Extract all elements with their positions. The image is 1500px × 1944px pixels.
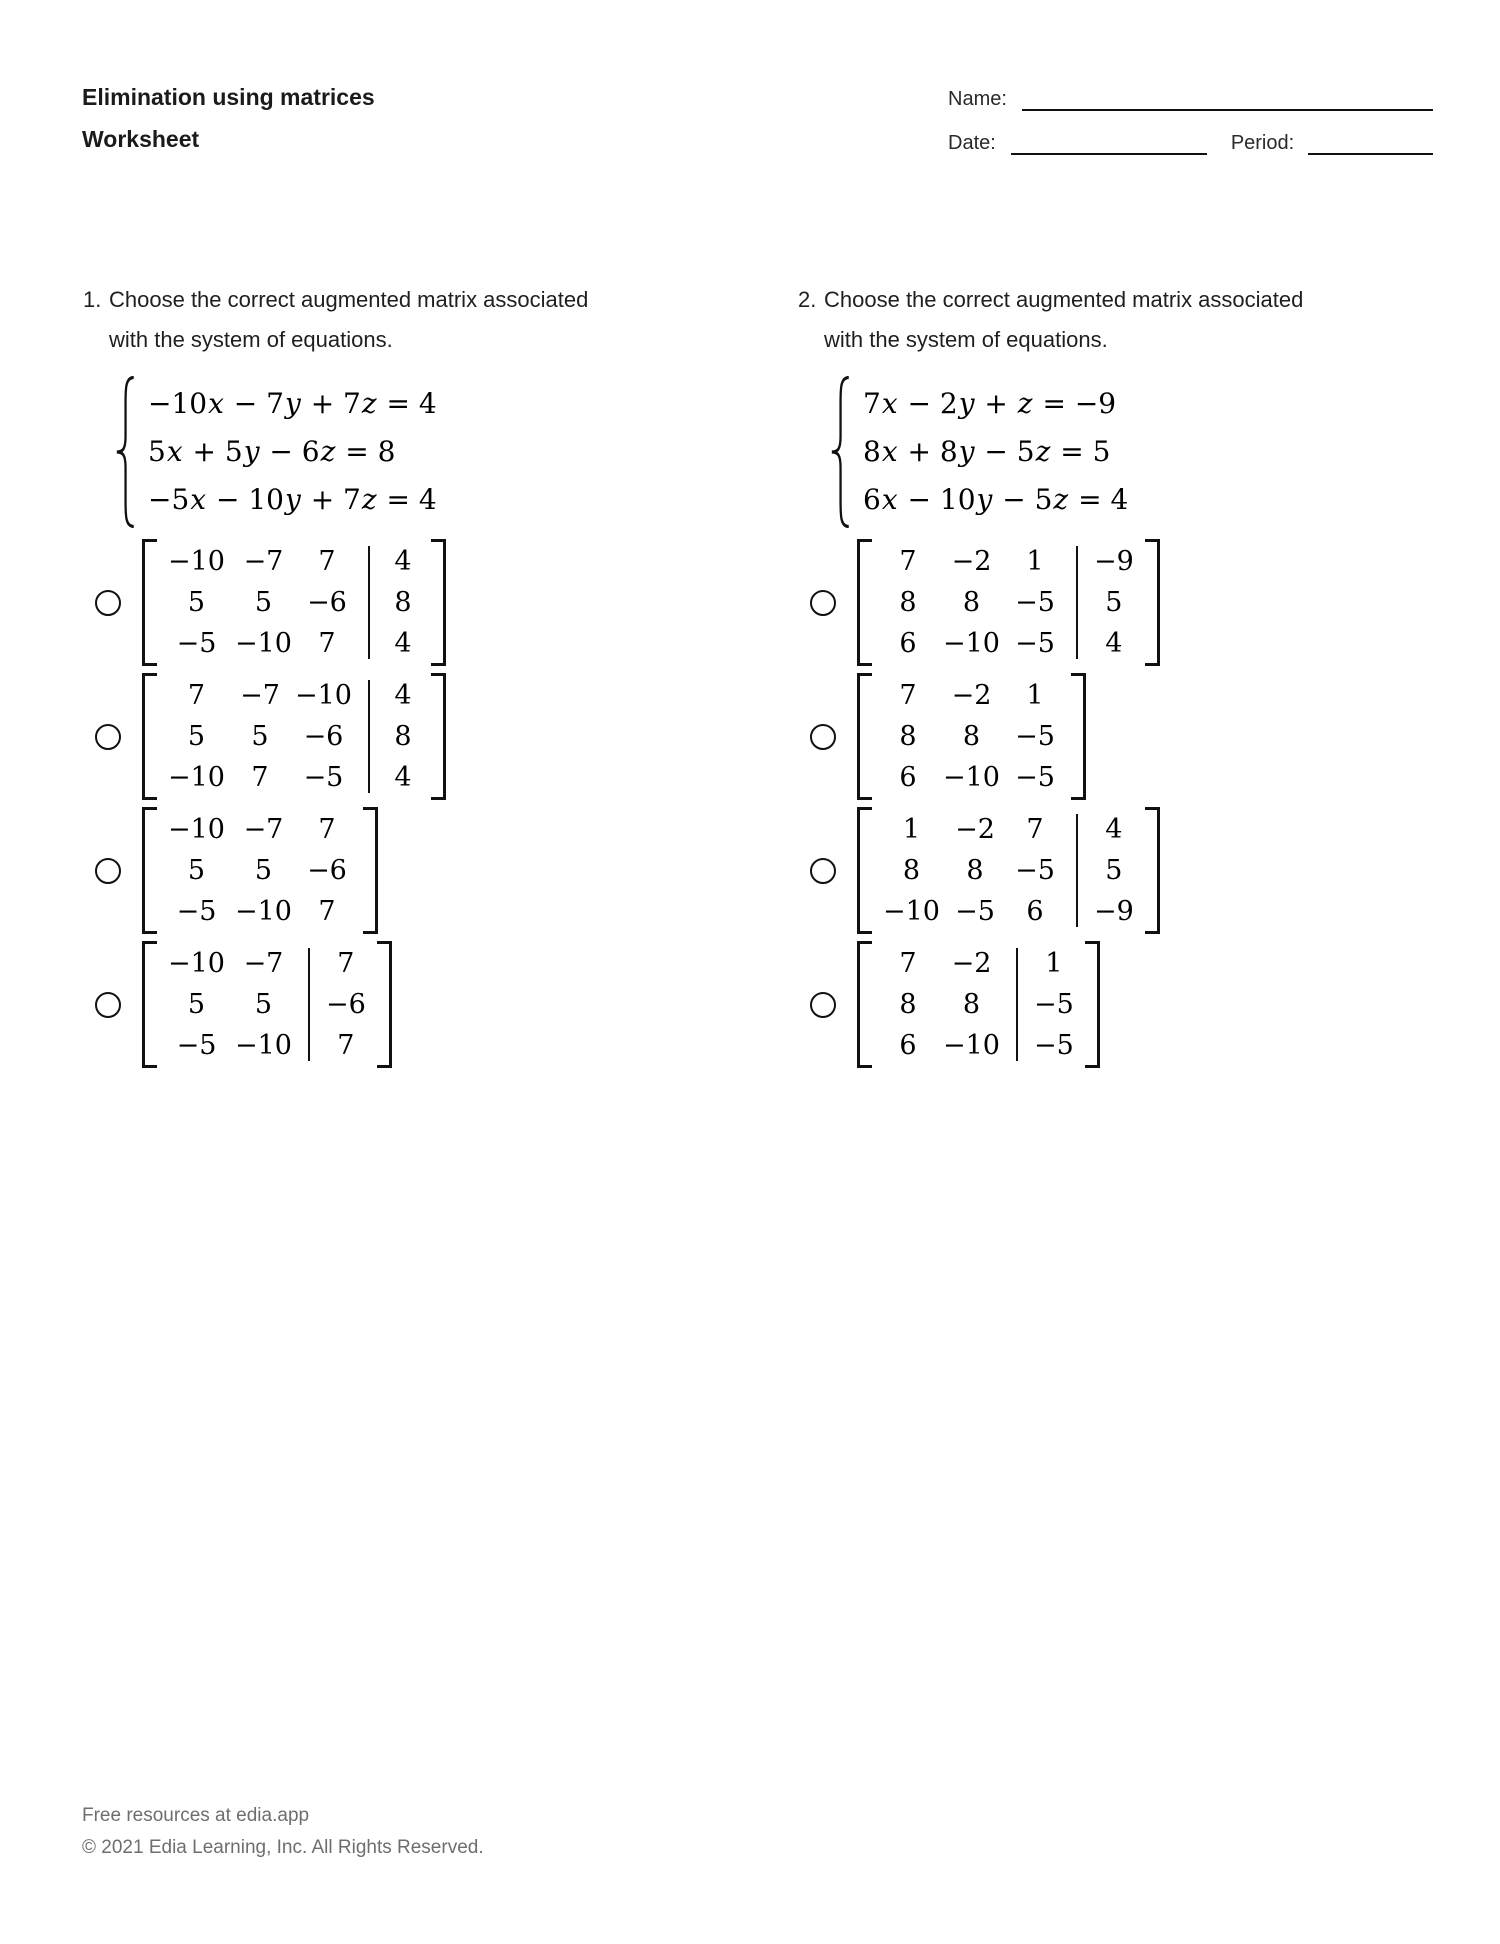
- matrix-cell: −6: [325, 989, 366, 1020]
- question-prompt-text: [824, 280, 1303, 360]
- matrix-cell: 1: [902, 814, 921, 845]
- prompt-line-1: Choose the correct augmented matrix associated: [109, 287, 589, 312]
- question-2: [798, 280, 1478, 1075]
- matrix-cell: 7: [337, 948, 355, 979]
- equation: 7x − 2y + z = −9: [863, 387, 1117, 420]
- matrix-cell: 8: [962, 587, 981, 618]
- system-of-equations: [828, 373, 1478, 531]
- matrix-cell: −2: [951, 948, 992, 979]
- augmentation-bar: [1076, 546, 1078, 659]
- matrix-cell: 7: [318, 814, 336, 845]
- matrix-cell: 8: [966, 855, 984, 886]
- matrix-cell: 6: [899, 628, 917, 659]
- augmented-column: [375, 673, 431, 800]
- matrix: [857, 539, 1160, 666]
- right-bracket-icon: [1071, 673, 1086, 800]
- equation: −10x − 7y + 7z = 4: [148, 387, 437, 420]
- name-row: [948, 88, 1433, 111]
- answer-options: [95, 539, 763, 1068]
- left-curly-brace-icon: [828, 376, 852, 528]
- matrix-cell: −10: [943, 762, 1000, 793]
- right-bracket-icon: [431, 539, 446, 666]
- radio-button[interactable]: [810, 590, 836, 616]
- matrix-cell: −10: [883, 896, 940, 927]
- matrix-cell: −5: [1015, 587, 1055, 618]
- matrix-cell: 1: [1026, 680, 1044, 711]
- coefficient-grid: [872, 941, 1011, 1068]
- matrix-cell: −5: [303, 762, 344, 793]
- right-bracket-icon: [377, 941, 392, 1068]
- matrix-cell: −5: [1033, 1030, 1074, 1061]
- matrix-cell: 8: [899, 989, 917, 1020]
- radio-button[interactable]: [95, 724, 121, 750]
- matrix: [142, 673, 446, 800]
- matrix-cell: −2: [955, 814, 995, 845]
- question-prompt: [83, 280, 763, 360]
- radio-button[interactable]: [810, 724, 836, 750]
- matrix-cell: −5: [1015, 721, 1055, 752]
- matrix: [142, 807, 378, 934]
- matrix-cell: 1: [1045, 948, 1063, 979]
- matrix-cell: 1: [1026, 546, 1044, 577]
- right-bracket-icon: [1145, 807, 1160, 934]
- name-blank-line: [1022, 89, 1433, 111]
- matrix-cell: 4: [394, 628, 412, 659]
- answer-option: [810, 941, 1478, 1068]
- answer-options: [810, 539, 1478, 1068]
- matrix-cell: 5: [187, 587, 206, 618]
- augmented-column: [375, 539, 431, 666]
- left-bracket-icon: [142, 673, 157, 800]
- answer-option: [810, 673, 1478, 800]
- matrix-cell: 5: [1105, 855, 1123, 886]
- matrix-cell: −10: [234, 1030, 292, 1061]
- matrix-cell: 7: [318, 546, 336, 577]
- matrix-cell: 4: [394, 680, 412, 711]
- name-label: Name:: [948, 88, 1007, 110]
- period-label: Period:: [1230, 132, 1295, 154]
- answer-option: [95, 539, 763, 666]
- left-bracket-icon: [857, 807, 872, 934]
- coefficient-grid: [157, 539, 363, 666]
- radio-button[interactable]: [95, 590, 121, 616]
- radio-button[interactable]: [810, 992, 836, 1018]
- augmented-column: [1083, 807, 1145, 934]
- radio-button[interactable]: [810, 858, 836, 884]
- coefficient-grid: [157, 807, 363, 934]
- system-of-equations: [113, 373, 763, 531]
- radio-button[interactable]: [95, 992, 121, 1018]
- left-bracket-icon: [142, 941, 157, 1068]
- left-bracket-icon: [142, 539, 157, 666]
- matrix-cell: 8: [962, 721, 981, 752]
- question-prompt: [798, 280, 1478, 360]
- equations: [863, 380, 1128, 524]
- augmentation-bar: [368, 680, 370, 793]
- matrix: [142, 941, 392, 1068]
- page-footer: [82, 1800, 484, 1864]
- matrix-cell: 5: [1105, 587, 1123, 618]
- matrix-cell: 7: [318, 628, 336, 659]
- coefficient-grid: [872, 539, 1071, 666]
- equations: [148, 380, 437, 524]
- question-number: 1.: [83, 287, 102, 312]
- matrix: [857, 673, 1086, 800]
- coefficient-grid: [872, 807, 1071, 934]
- matrix: [142, 539, 446, 666]
- matrix-cell: 8: [962, 989, 981, 1020]
- matrix-cell: −7: [243, 948, 284, 979]
- matrix: [857, 941, 1100, 1068]
- matrix-cell: −5: [176, 896, 217, 927]
- left-bracket-icon: [142, 807, 157, 934]
- matrix-cell: 8: [899, 721, 917, 752]
- matrix-cell: −5: [1015, 762, 1055, 793]
- augmentation-bar: [1016, 948, 1018, 1061]
- matrix-cell: −5: [176, 628, 217, 659]
- matrix-cell: 7: [187, 680, 206, 711]
- augmented-column: [315, 941, 377, 1068]
- answer-option: [95, 673, 763, 800]
- right-bracket-icon: [363, 807, 378, 934]
- prompt-line-2: with the system of equations.: [824, 327, 1108, 352]
- augmented-column: [1083, 539, 1145, 666]
- answer-option: [810, 539, 1478, 666]
- right-bracket-icon: [431, 673, 446, 800]
- date-label: Date:: [948, 132, 996, 154]
- matrix-cell: −2: [951, 546, 992, 577]
- right-bracket-icon: [1145, 539, 1160, 666]
- coefficient-grid: [872, 673, 1071, 800]
- matrix-cell: 4: [394, 546, 412, 577]
- matrix-cell: 5: [254, 989, 273, 1020]
- matrix-cell: 4: [1105, 628, 1123, 659]
- question-prompt-text: [109, 280, 588, 360]
- matrix-cell: 4: [394, 762, 412, 793]
- question-number: 2.: [798, 287, 817, 312]
- matrix: [857, 807, 1160, 934]
- worksheet-title: Elimination using matrices: [82, 84, 375, 110]
- matrix-cell: 5: [251, 721, 269, 752]
- matrix-cell: −2: [951, 680, 992, 711]
- matrix-cell: 5: [187, 855, 206, 886]
- matrix-cell: −5: [1033, 989, 1074, 1020]
- equation: 5x + 5y − 6z = 8: [148, 435, 396, 468]
- matrix-cell: −10: [294, 680, 352, 711]
- matrix-cell: 7: [899, 948, 917, 979]
- matrix-cell: −5: [1015, 628, 1055, 659]
- matrix-cell: −10: [234, 896, 292, 927]
- date-blank-line: [1011, 133, 1207, 155]
- answer-option: [95, 941, 763, 1068]
- matrix-cell: 5: [254, 855, 273, 886]
- matrix-cell: −10: [168, 546, 225, 577]
- matrix-cell: −10: [168, 762, 225, 793]
- matrix-cell: 7: [251, 762, 269, 793]
- matrix-cell: 5: [187, 989, 206, 1020]
- question-1: [83, 280, 763, 1075]
- coefficient-grid: [157, 673, 363, 800]
- left-bracket-icon: [857, 539, 872, 666]
- footer-resources-text: Free resources at edia.app: [82, 1805, 310, 1826]
- matrix-cell: −6: [307, 587, 347, 618]
- augmented-column: [1023, 941, 1085, 1068]
- matrix-cell: −5: [1015, 855, 1055, 886]
- matrix-cell: −10: [168, 814, 225, 845]
- matrix-cell: 4: [1105, 814, 1123, 845]
- matrix-cell: −9: [1093, 546, 1134, 577]
- matrix-cell: −6: [303, 721, 344, 752]
- prompt-line-2: with the system of equations.: [109, 327, 393, 352]
- equation: 8x + 8y − 5z = 5: [863, 435, 1111, 468]
- coefficient-grid: [157, 941, 303, 1068]
- radio-button[interactable]: [95, 858, 121, 884]
- matrix-cell: −5: [176, 1030, 217, 1061]
- answer-option: [810, 807, 1478, 934]
- equation: −5x − 10y + 7z = 4: [148, 483, 437, 516]
- prompt-line-1: Choose the correct augmented matrix associated: [824, 287, 1304, 312]
- augmentation-bar: [1076, 814, 1078, 927]
- matrix-cell: 8: [394, 587, 412, 618]
- matrix-cell: 7: [318, 896, 336, 927]
- matrix-cell: 7: [337, 1030, 355, 1061]
- matrix-cell: −10: [943, 1030, 1000, 1061]
- date-period-row: [948, 132, 1433, 155]
- equation: 6x − 10y − 5z = 4: [863, 483, 1129, 516]
- augmentation-bar: [308, 948, 310, 1061]
- matrix-cell: 8: [394, 721, 412, 752]
- matrix-cell: −10: [943, 628, 1000, 659]
- matrix-cell: −10: [168, 948, 225, 979]
- matrix-cell: 6: [899, 762, 917, 793]
- period-blank-line: [1308, 133, 1433, 155]
- matrix-cell: 6: [1026, 896, 1044, 927]
- matrix-cell: −10: [234, 628, 292, 659]
- matrix-cell: 7: [899, 546, 917, 577]
- matrix-cell: 8: [899, 587, 917, 618]
- left-bracket-icon: [857, 673, 872, 800]
- footer-copyright-text: © 2021 Edia Learning, Inc. All Rights Reserved.: [82, 1837, 484, 1858]
- matrix-cell: −7: [240, 680, 280, 711]
- matrix-cell: −9: [1093, 896, 1134, 927]
- right-bracket-icon: [1085, 941, 1100, 1068]
- matrix-cell: 5: [254, 587, 273, 618]
- matrix-cell: −7: [243, 814, 284, 845]
- left-bracket-icon: [857, 941, 872, 1068]
- answer-option: [95, 807, 763, 934]
- matrix-cell: 8: [902, 855, 921, 886]
- worksheet-subtitle: Worksheet: [82, 126, 200, 152]
- matrix-cell: −6: [307, 855, 347, 886]
- augmentation-bar: [368, 546, 370, 659]
- matrix-cell: −5: [955, 896, 995, 927]
- matrix-cell: −7: [243, 546, 284, 577]
- matrix-cell: 5: [187, 721, 206, 752]
- matrix-cell: 7: [899, 680, 917, 711]
- matrix-cell: 6: [899, 1030, 917, 1061]
- matrix-cell: 7: [1026, 814, 1044, 845]
- left-curly-brace-icon: [113, 376, 137, 528]
